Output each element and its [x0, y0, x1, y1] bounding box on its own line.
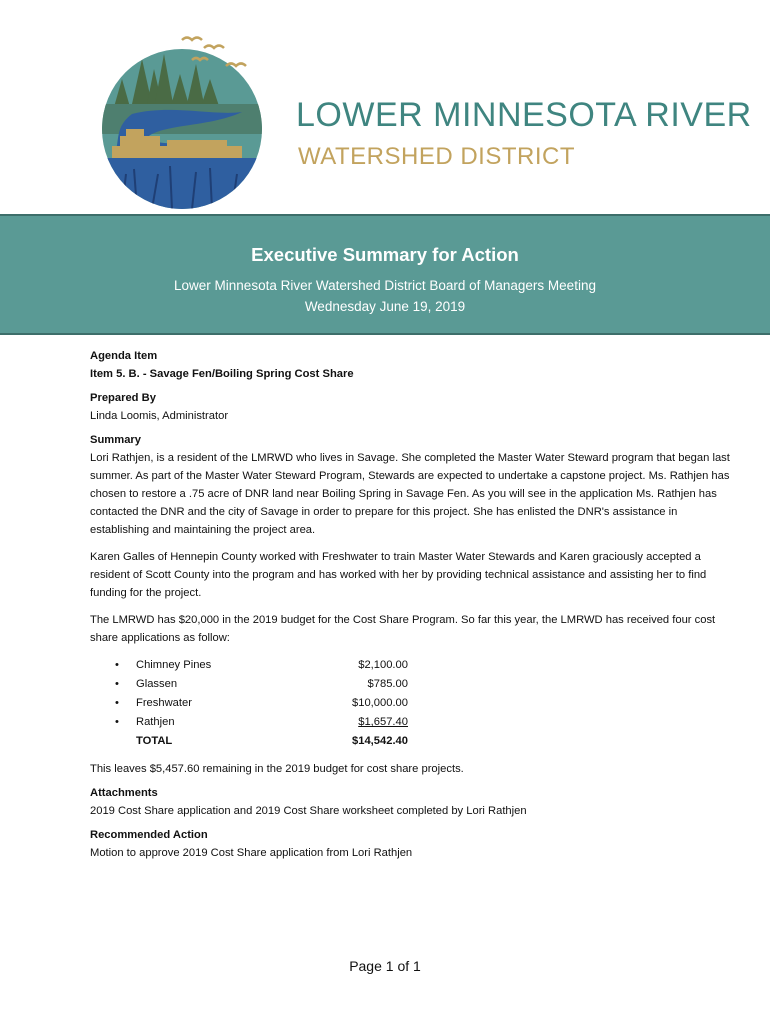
summary-paragraph-3: The LMRWD has $20,000 in the 2019 budget for the Cost Share Program. So far this year, the LMRWD has received four cost share applications as follow:	[90, 614, 716, 644]
summary-section	[90, 431, 730, 778]
district-logo	[92, 34, 277, 209]
cost-share-list	[90, 656, 730, 751]
bullet-icon: •	[115, 697, 119, 709]
summary-paragraph-4: This leaves $5,457.60 remaining in the 2019 budget for cost share projects.	[90, 763, 464, 775]
logo-emblem-icon	[92, 34, 277, 209]
applicant-name: Rathjen	[136, 716, 175, 728]
prepared-heading: Prepared By	[90, 392, 156, 404]
attachments-section	[90, 784, 730, 820]
page-number: Page 1 of 1	[349, 958, 421, 974]
list-item	[90, 713, 730, 732]
applicant-name: Glassen	[136, 678, 178, 690]
bullet-icon: •	[115, 678, 119, 690]
attachments-heading: Attachments	[90, 787, 158, 799]
meeting-date: Wednesday June 19, 2019	[304, 299, 466, 314]
agenda-section	[90, 347, 730, 383]
list-item	[90, 694, 730, 713]
total-amount: $14,542.40	[352, 735, 408, 747]
recommended-heading: Recommended Action	[90, 829, 208, 841]
title-banner	[0, 214, 770, 335]
bullet-icon: •	[115, 716, 119, 728]
applicant-name: Chimney Pines	[136, 659, 212, 671]
meeting-name: Lower Minnesota River Watershed District Board of Managers Meeting	[174, 278, 596, 293]
page-title: Executive Summary for Action	[251, 244, 519, 265]
total-row	[90, 732, 730, 751]
applicant-name: Freshwater	[136, 697, 192, 709]
applicant-amount: $2,100.00	[358, 659, 408, 671]
document-body	[90, 347, 730, 862]
list-item	[90, 675, 730, 694]
summary-heading: Summary	[90, 434, 141, 446]
recommended-section	[90, 826, 730, 862]
bullet-icon: •	[115, 659, 119, 671]
summary-paragraph-1: Lori Rathjen, is a resident of the LMRWD who lives in Savage. She completed the Master Water Steward program that began last summer. As part of the Master Water Steward Program, Stewards are expected to undertake a capstone project. Ms. Rathjen has chosen to restore a .75 acre of DNR land near Boiling Spring in Savage Fen. As you will see in the application Ms. Rathjen has contacted the DNR and the city of Savage in order to prepare for this project. She has enlisted the DNR's assistance in establishing and maintaining the project area.	[90, 452, 730, 536]
summary-paragraph-2: Karen Galles of Hennepin County worked with Freshwater to train Master Water Stewards and Karen graciously accepted a resident of Scott County into the program and has worked with her by providing technical assistance and assisting her to find funding for the project.	[90, 551, 707, 599]
recommended-text: Motion to approve 2019 Cost Share application from Lori Rathjen	[90, 847, 413, 859]
applicant-amount	[250, 713, 408, 731]
applicant-amount: $10,000.00	[352, 697, 408, 709]
attachments-text: 2019 Cost Share application and 2019 Cost Share worksheet completed by Lori Rathjen	[90, 805, 527, 817]
applicant-amount: $785.00	[367, 678, 408, 690]
org-name-line2: WATERSHED DISTRICT	[298, 143, 575, 170]
applicant-amount-underlined: $1,657.40	[358, 716, 408, 728]
prepared-section	[90, 389, 730, 425]
agenda-item: Item 5. B. - Savage Fen/Boiling Spring Cost Share	[90, 368, 354, 380]
agenda-heading: Agenda Item	[90, 350, 158, 362]
total-label: TOTAL	[136, 735, 173, 747]
prepared-name: Linda Loomis, Administrator	[90, 410, 229, 422]
org-name-line1: LOWER MINNESOTA RIVER	[296, 96, 752, 134]
list-item	[90, 656, 730, 675]
